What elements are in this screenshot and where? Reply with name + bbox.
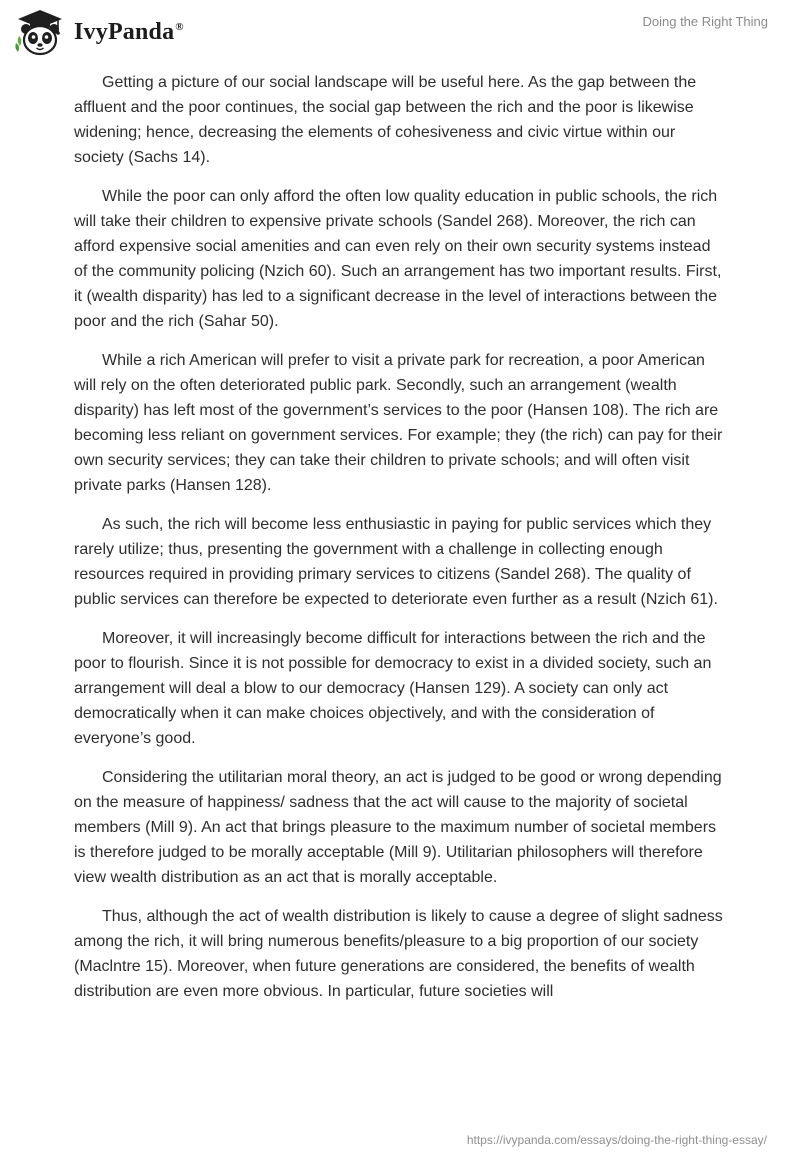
paragraph: Thus, although the act of wealth distribution is likely to cause a degree of slight sadness among the rich, it will bring numerous benefits/pleasure to a big proportion of our society (Maclntre 15). Moreover, when future generations are considered, the benefits of wealth distribution are even more obvious. In particular, future societies will (74, 908, 723, 1000)
paragraph: As such, the rich will become less enthusiastic in paying for public services which they rarely utilize; thus, presenting the government with a challenge in collecting enough resources required in providing primary services to citizens (Sandel 268). The quality of public services can therefore be expected to deteriorate even further as a result (Nzich 61). (74, 516, 718, 608)
paragraph: Considering the utilitarian moral theory, an act is judged to be good or wrong depending on the measure of happiness/ sadness that the act will cause to the majority of societal members (Mill 9). An act that brings pleasure to the maximum number of societal members is therefore judged to be morally acceptable (Mill 9). Utilitarian philosophers will therefore view wealth distribution as an act that is morally acceptable. (74, 769, 722, 886)
paragraph: While a rich American will prefer to visit a private park for recreation, a poor American will rely on the often deteriorated public park. Secondly, such an arrangement (wealth disparity) has left most of the government’s services to the poor (Hansen 108). The rich are becoming less reliant on government services. For example; they (the rich) can pay for their own security services; they can take their children to private schools; and will often visit private parks (Hansen 128). (74, 352, 723, 494)
paragraph: Getting a picture of our social landscape will be useful here. As the gap between the affluent and the poor continues, the social gap between the rich and the poor is likewise widening; hence, decreasing the elements of cohesiveness and civic virtue within our society (Sachs 14). (74, 74, 697, 166)
ivypanda-logo[interactable] (14, 8, 184, 56)
brand-name (74, 19, 184, 46)
document-title: Doing the Right Thing (642, 14, 768, 29)
brand-name-text: IvyPanda (74, 18, 175, 45)
paragraph: Moreover, it will increasingly become difficult for interactions between the rich and the poor to flourish. Since it is not possible for democracy to exist in a divided society, such an arrangement will deal a blow to our democracy (Hansen 129). A society can only act democratically when it can make choices objectively, and with the consideration of everyone’s good. (74, 630, 712, 747)
source-url-link[interactable]: https://ivypanda.com/essays/doing-the-right-thing-essay/ (466, 1133, 767, 1147)
panda-graduate-icon (14, 8, 66, 56)
essay-body (74, 70, 726, 1018)
registered-mark: ® (175, 20, 184, 33)
page-header (0, 0, 800, 66)
paragraph: While the poor can only afford the often low quality education in public schools, the rich will take their children to expensive private schools (Sandel 268). Moreover, the rich can afford expensive social amenities and can even rely on their own security systems instead of the community policing (Nzich 60). Such an arrangement has two important results. First, it (wealth disparity) has led to a significant decrease in the level of interactions between the poor and the rich (Sahar 50). (74, 188, 722, 330)
